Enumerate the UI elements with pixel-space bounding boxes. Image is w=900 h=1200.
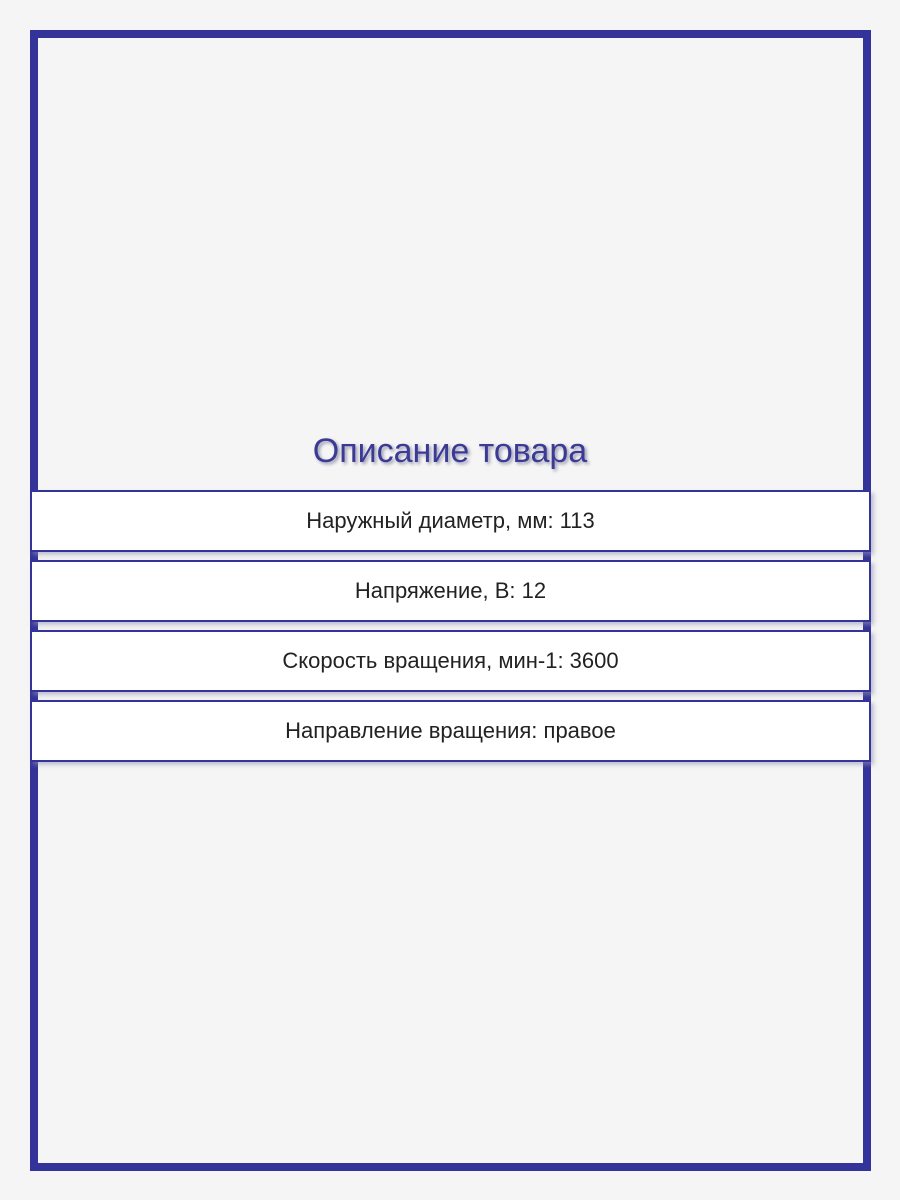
spec-row-outer-diameter — [30, 490, 871, 552]
spec-row-rotation-speed — [30, 630, 871, 692]
section-title: Описание товара — [312, 432, 588, 470]
spec-label: Направление вращения: правое — [285, 718, 616, 743]
spec-list — [30, 490, 871, 770]
spec-label: Скорость вращения, мин-1: 3600 — [282, 648, 619, 673]
spec-label: Напряжение, В: 12 — [354, 578, 547, 603]
spec-row-rotation-direction — [30, 700, 871, 762]
spec-label: Наружный диаметр, мм: 113 — [306, 508, 595, 533]
spec-row-voltage — [30, 560, 871, 622]
